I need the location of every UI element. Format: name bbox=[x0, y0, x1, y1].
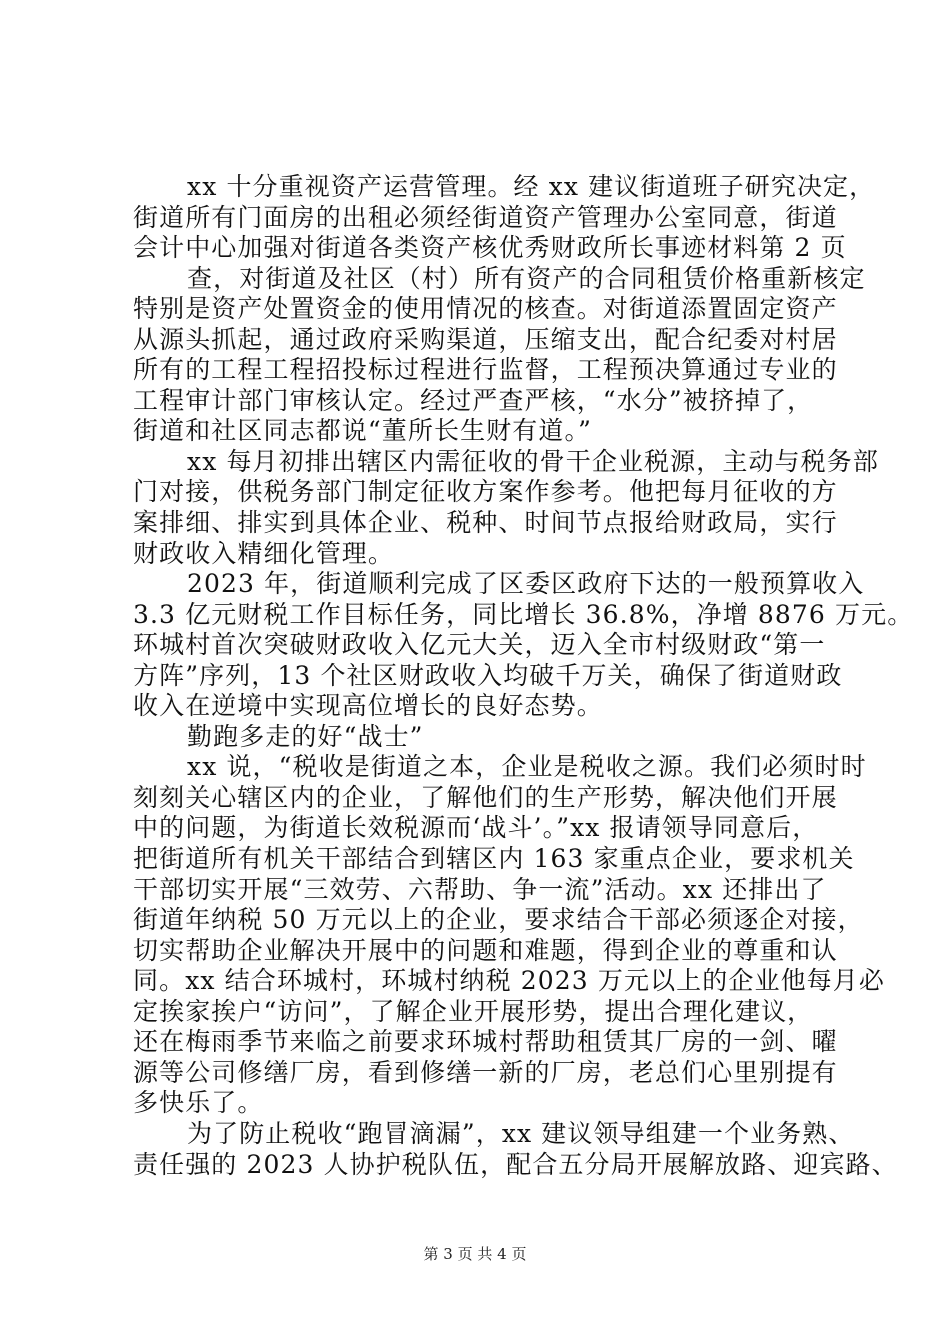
text-line: 为了防止税收“跑冒滴漏”，xx 建议领导组建一个业务熟、 bbox=[187, 1118, 855, 1148]
text-line: 3.3 亿元财税工作目标任务，同比增长 36.8%，净增 8876 万元。 bbox=[133, 599, 914, 629]
text-line: 还在梅雨季节来临之前要求环城村帮助租赁其厂房的一剑、曜 bbox=[133, 1027, 838, 1057]
page-number-footer: 第 3 页 共 4 页 bbox=[423, 1245, 527, 1263]
text-line: 源等公司修缮厂房，看到修缮一新的厂房，老总们心里别提有 bbox=[133, 1057, 838, 1087]
text-line: 干部切实开展“三效劳、六帮助、争一流”活动。xx 还排出了 bbox=[133, 874, 827, 904]
text-line: 责任强的 2023 人协护税队伍，配合五分局开展解放路、迎宾路、 bbox=[133, 1149, 898, 1179]
text-line: 财政收入精细化管理。 bbox=[133, 538, 395, 568]
text-line: 方阵”序列，13 个社区财政收入均破千万关，确保了街道财政 bbox=[133, 660, 843, 690]
text-line: 工程审计部门审核认定。经过严查严核，“水分”被挤掉了， bbox=[133, 385, 814, 415]
text-line: 街道和社区同志都说“董所长生财有道。” bbox=[133, 416, 592, 446]
text-line: 切实帮助企业解决开展中的问题和难题，得到企业的尊重和认 bbox=[133, 935, 838, 965]
text-line: 会计中心加强对街道各类资产核优秀财政所长事迹材料第 2 页 bbox=[133, 233, 847, 263]
text-line: 刻刻关心辖区内的企业，了解他们的生产形势，解决他们开展 bbox=[133, 782, 838, 812]
text-line: 街道所有门面房的出租必须经街道资产管理办公室同意，街道 bbox=[133, 202, 838, 232]
text-line: 特别是资产处置资金的使用情况的核查。对街道添置固定资产 bbox=[133, 294, 838, 324]
text-line: 从源头抓起，通过政府采购渠道，压缩支出，配合纪委对村居 bbox=[133, 324, 838, 354]
section-heading: 勤跑多走的好“战士” bbox=[187, 721, 424, 751]
text-line: 多快乐了。 bbox=[133, 1088, 264, 1118]
text-line: 同。xx 结合环城村，环城村纳税 2023 万元以上的企业他每月必 bbox=[133, 966, 885, 996]
text-line: 街道年纳税 50 万元以上的企业，要求结合干部必须逐企对接， bbox=[133, 905, 864, 935]
text-line: 环城村首次突破财政收入亿元大关，迈入全市村级财政“第一 bbox=[133, 630, 826, 660]
text-line: 收入在逆境中实现高位增长的良好态势。 bbox=[133, 691, 603, 721]
text-line: 查，对街道及社区（村）所有资产的合同租赁价格重新核定 bbox=[187, 263, 866, 293]
text-line: 门对接，供税务部门制定征收方案作参考。他把每月征收的方 bbox=[133, 477, 838, 507]
text-line: 2023 年，街道顺利完成了区委区政府下达的一般预算收入 bbox=[187, 569, 865, 599]
text-line: 定挨家挨户“访问”，了解企业开展形势，提出合理化建议， bbox=[133, 996, 814, 1026]
text-line: xx 十分重视资产运营管理。经 xx 建议街道班子研究决定， bbox=[187, 172, 876, 201]
text-line: 案排细、排实到具体企业、税种、时间节点报给财政局，实行 bbox=[133, 508, 838, 538]
text-line: xx 说，“税收是街道之本，企业是税收之源。我们必须时时 bbox=[187, 752, 867, 782]
document-body bbox=[133, 172, 914, 1180]
text-line: 中的问题，为街道长效税源而‘战斗’。”xx 报请领导同意后， bbox=[133, 813, 819, 843]
text-line: 把街道所有机关干部结合到辖区内 163 家重点企业，要求机关 bbox=[133, 844, 855, 874]
text-line: 所有的工程工程招投标过程进行监督，工程预决算通过专业的 bbox=[133, 355, 838, 385]
text-line: xx 每月初排出辖区内需征收的骨干企业税源，主动与税务部 bbox=[187, 446, 879, 476]
